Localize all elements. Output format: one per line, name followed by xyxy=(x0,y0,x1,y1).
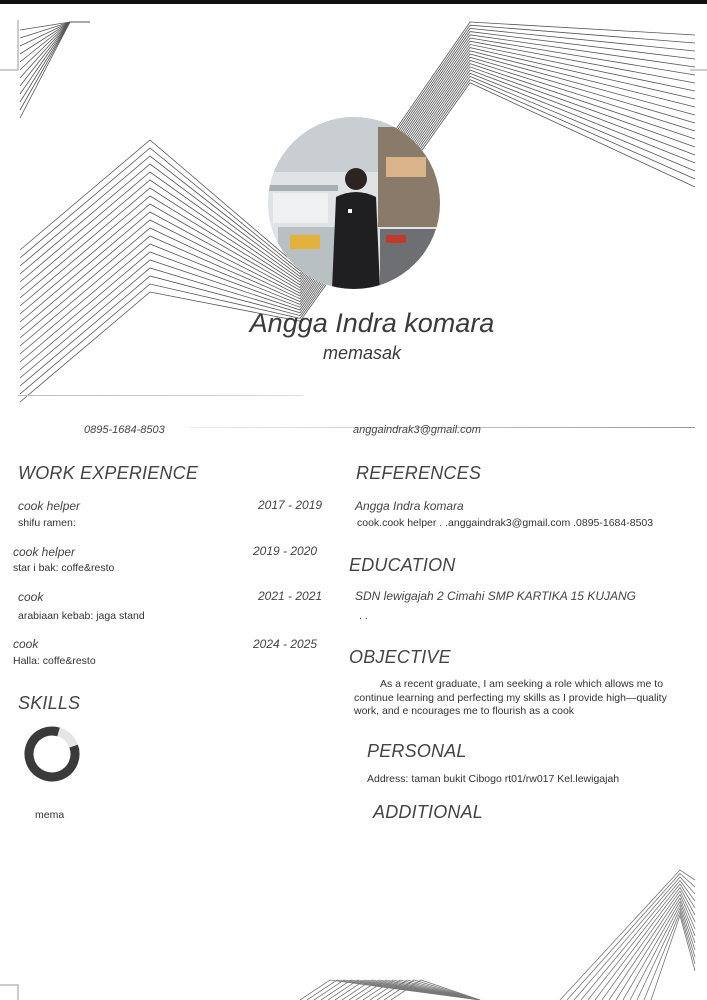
divider xyxy=(18,395,303,396)
job-title: cook helper xyxy=(18,499,81,513)
education-schools: SDN lewigajah 2 Cimahi SMP KARTIKA 15 KUJANG xyxy=(355,589,636,603)
job-place: shifu ramen: xyxy=(18,517,76,529)
profile-photo xyxy=(268,117,440,289)
section-heading-skills: SKILLS xyxy=(18,693,81,713)
skill-ring-chart xyxy=(23,725,81,783)
objective-text: As a recent graduate, I am seeking a role which allows me to continue learning and perfecting my skills as I provide high—quality work, and e ncourages me to flourish as a cook xyxy=(354,678,667,717)
job-place: star i bak: coffe&resto xyxy=(13,562,115,574)
phone-number: 0895-1684-8503 xyxy=(84,424,165,436)
email-address: anggaindrak3@gmail.com xyxy=(353,424,481,436)
job-place: arabiaan kebab: jaga stand xyxy=(18,610,145,622)
reference-detail: cook.cook helper . .anggaindrak3@gmail.com .0895-1684-8503 xyxy=(357,517,654,529)
section-heading-education: EDUCATION xyxy=(349,555,456,575)
section-heading-objective: OBJECTIVE xyxy=(349,647,451,667)
candidate-name: Angga Indra komara xyxy=(249,308,495,338)
section-heading-personal: PERSONAL xyxy=(367,741,467,761)
job-title: cook xyxy=(13,637,39,651)
personal-address: Address: taman bukit Cibogo rt01/rw017 Kel.lewigajah xyxy=(367,773,620,785)
job-title: cook xyxy=(18,590,44,604)
reference-name: Angga Indra komara xyxy=(355,499,464,513)
job-years: 2021 - 2021 xyxy=(258,589,323,603)
job-years: 2019 - 2020 xyxy=(253,544,318,558)
job-years: 2024 - 2025 xyxy=(253,637,318,651)
job-place: Halla: coffe&resto xyxy=(13,655,96,667)
section-heading-additional: ADDITIONAL xyxy=(373,802,484,822)
skill-label: mema xyxy=(35,809,65,821)
section-heading-work-experience: WORK EXPERIENCE xyxy=(18,463,199,483)
section-heading-references: REFERENCES xyxy=(356,463,482,483)
job-title: cook helper xyxy=(13,545,76,559)
candidate-role: memasak xyxy=(322,343,402,363)
education-extra: . . xyxy=(359,610,368,622)
job-years: 2017 - 2019 xyxy=(258,498,323,512)
